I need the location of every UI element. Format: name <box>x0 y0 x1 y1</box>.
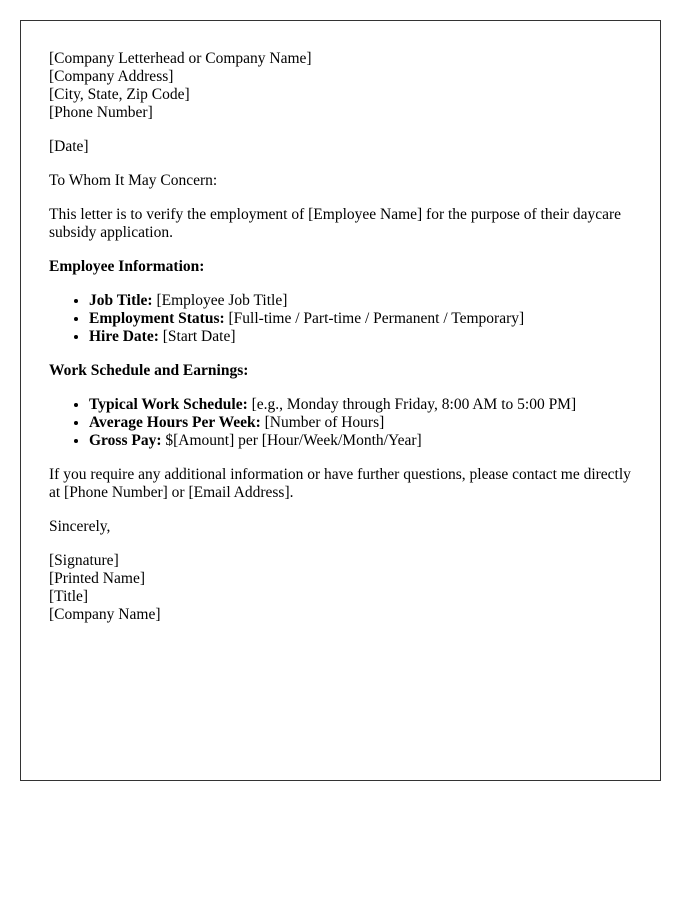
item-label: Gross Pay: <box>89 432 162 449</box>
list-item <box>89 328 632 346</box>
list-item <box>89 310 632 328</box>
item-label: Hire Date: <box>89 328 159 345</box>
item-label: Typical Work Schedule: <box>89 396 248 413</box>
work-schedule-list <box>49 396 632 450</box>
item-value: [e.g., Monday through Friday, 8:00 AM to 5:00 PM] <box>247 396 577 413</box>
item-value: [Start Date] <box>158 328 236 345</box>
item-label: Job Title: <box>89 292 153 309</box>
item-value: $[Amount] per [Hour/Week/Month/Year] <box>161 432 422 449</box>
letter-date: [Date] <box>49 138 89 155</box>
employee-info-list <box>49 292 632 346</box>
letter-page <box>20 20 661 781</box>
work-schedule-heading: Work Schedule and Earnings: <box>49 362 249 379</box>
company-name: [Company Letterhead or Company Name] <box>49 50 312 67</box>
list-item <box>89 292 632 310</box>
letterhead <box>49 50 632 122</box>
item-label: Employment Status: <box>89 310 225 327</box>
item-value: [Full-time / Part-time / Permanent / Temporary] <box>224 310 525 327</box>
closing-paragraph: If you require any additional information or have further questions, please contact me directly at [Phone Number] or [Email Address]. <box>49 466 631 501</box>
item-label: Average Hours Per Week: <box>89 414 261 431</box>
signature: [Signature] <box>49 552 119 569</box>
item-value: [Number of Hours] <box>260 414 385 431</box>
signer-company: [Company Name] <box>49 606 161 623</box>
employee-info-heading: Employee Information: <box>49 258 205 275</box>
list-item <box>89 432 632 450</box>
city-state-zip: [City, State, Zip Code] <box>49 86 190 103</box>
item-value: [Employee Job Title] <box>152 292 288 309</box>
intro-paragraph: This letter is to verify the employment of [Employee Name] for the purpose of their daycare subsidy application. <box>49 206 622 241</box>
list-item <box>89 414 632 432</box>
company-address: [Company Address] <box>49 68 174 85</box>
printed-name: [Printed Name] <box>49 570 145 587</box>
closing: Sincerely, <box>49 518 111 535</box>
list-item <box>89 396 632 414</box>
signer-title: [Title] <box>49 588 89 605</box>
phone-number: [Phone Number] <box>49 104 153 121</box>
signature-block <box>49 552 632 624</box>
salutation: To Whom It May Concern: <box>49 172 218 189</box>
